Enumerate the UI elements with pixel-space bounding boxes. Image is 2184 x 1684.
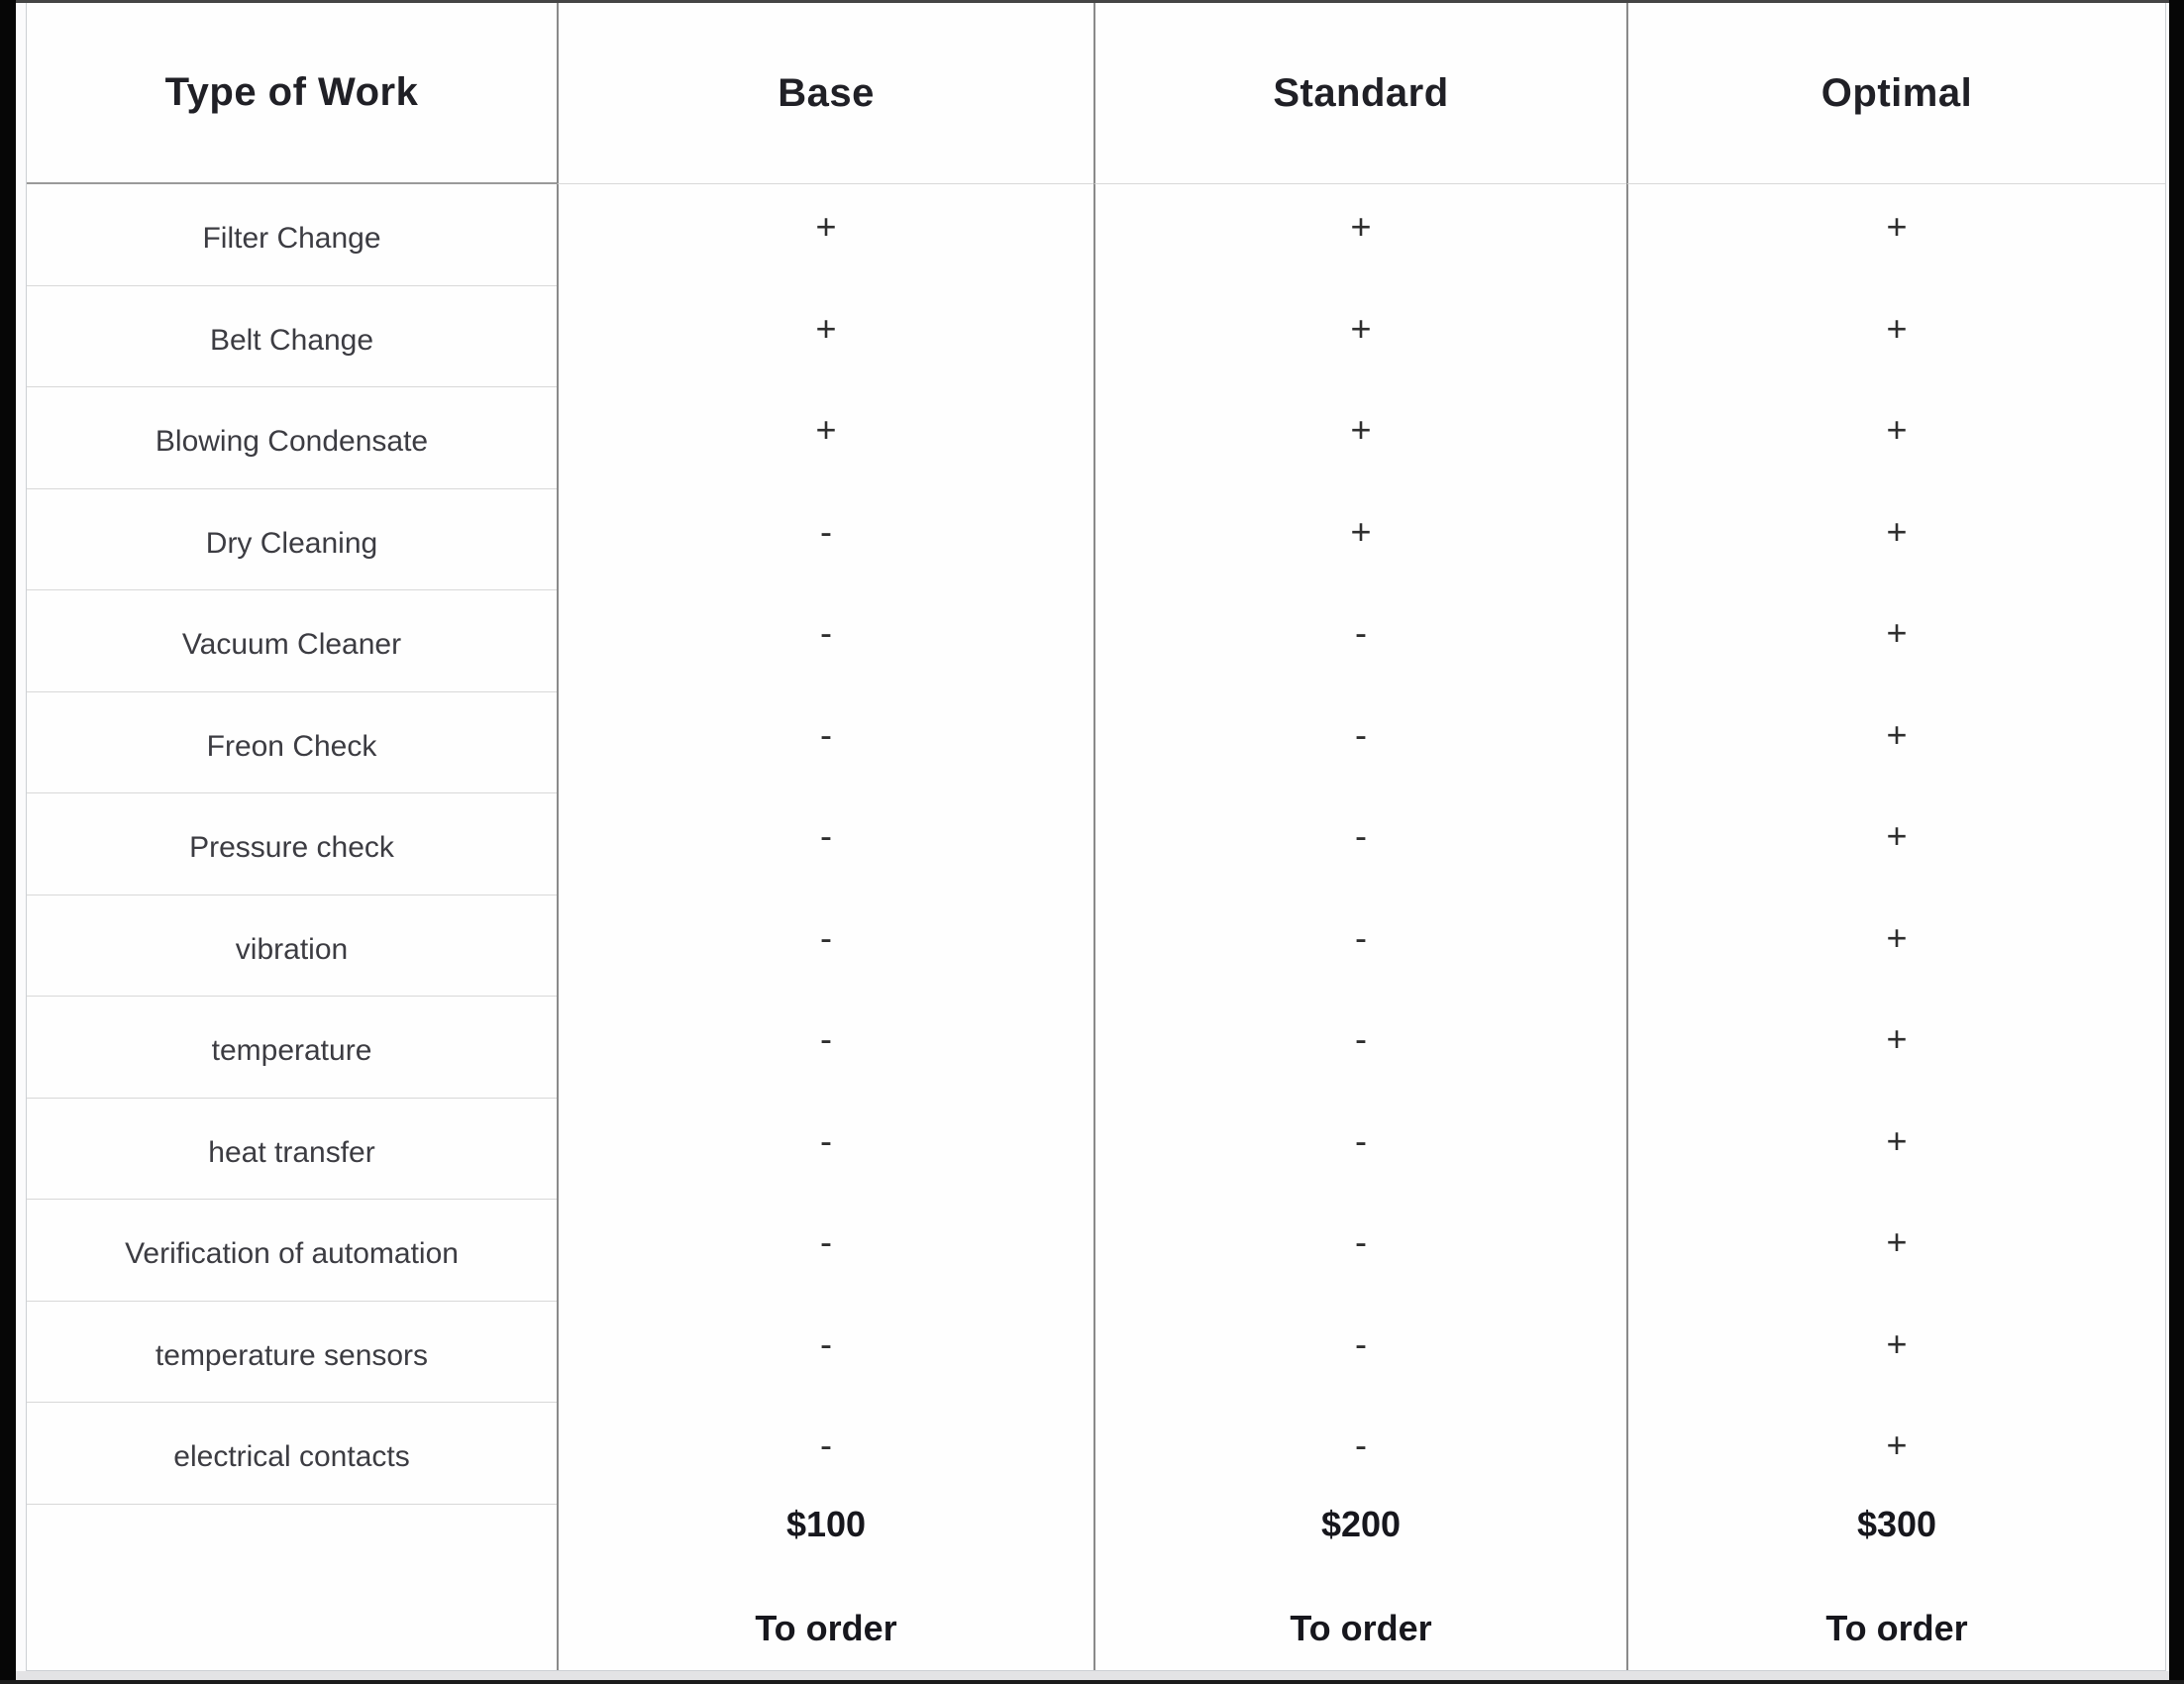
mark: + — [1886, 916, 1908, 958]
header-type-of-work: Type of Work — [27, 3, 557, 184]
mark-cell — [557, 793, 1093, 895]
mark: - — [1355, 815, 1367, 857]
price-base: $100 — [785, 1504, 867, 1544]
mark-cell — [1626, 387, 2165, 489]
mark: + — [1886, 1322, 1908, 1364]
mark: + — [1886, 1424, 1908, 1466]
mark-cell — [1626, 590, 2165, 692]
header-plan-standard: Standard — [1093, 3, 1626, 184]
mark: + — [1886, 713, 1908, 755]
row-label-dry-cleaning: Dry Cleaning — [27, 489, 557, 591]
mark-cell — [557, 1099, 1093, 1201]
mark: + — [1886, 206, 1908, 248]
bottom-dark-bar — [0, 1680, 2184, 1684]
mark: - — [1355, 1424, 1367, 1466]
mark-cell — [1093, 692, 1626, 794]
mark: + — [1886, 1018, 1908, 1060]
footer-empty-cell — [27, 1505, 557, 1671]
plan-footer-optimal — [1626, 1505, 2165, 1671]
mark-cell — [1093, 1099, 1626, 1201]
order-button-optimal[interactable]: To order — [1825, 1608, 1968, 1648]
mark-cell — [1626, 997, 2165, 1099]
mark-cell — [557, 997, 1093, 1099]
mark: - — [820, 1424, 832, 1466]
header-plan-optimal: Optimal — [1626, 3, 2165, 184]
mark-cell — [1093, 1200, 1626, 1302]
mark: - — [1355, 1018, 1367, 1060]
mark: - — [1355, 1119, 1367, 1161]
pricing-table — [26, 3, 2166, 1671]
mark-cell — [1093, 184, 1626, 286]
mark-cell — [1093, 1403, 1626, 1505]
mark-cell — [1626, 793, 2165, 895]
mark: + — [1886, 815, 1908, 857]
mark-cell — [1093, 1302, 1626, 1404]
mark-cell — [1626, 286, 2165, 388]
mark: + — [1886, 510, 1908, 552]
mark: + — [1350, 307, 1372, 349]
mark-cell — [557, 1200, 1093, 1302]
order-button-base[interactable]: To order — [755, 1608, 897, 1648]
mark-cell — [557, 184, 1093, 286]
mark-cell — [557, 1302, 1093, 1404]
mark: - — [820, 510, 832, 552]
mark: - — [820, 1018, 832, 1060]
mark: - — [1355, 713, 1367, 755]
mark: - — [1355, 1221, 1367, 1263]
row-label-temperature-sensors: temperature sensors — [27, 1302, 557, 1404]
mark: - — [820, 1119, 832, 1161]
mark: + — [1886, 409, 1908, 451]
row-label-heat-transfer: heat transfer — [27, 1099, 557, 1201]
mark-cell — [1626, 692, 2165, 794]
mark-cell — [557, 387, 1093, 489]
mark-cell — [557, 489, 1093, 591]
mark: + — [1886, 1119, 1908, 1161]
row-label-freon-check: Freon Check — [27, 692, 557, 794]
mark-cell — [1626, 1302, 2165, 1404]
mark-cell — [557, 692, 1093, 794]
mark: - — [820, 1221, 832, 1263]
row-label-vibration: vibration — [27, 895, 557, 998]
mark: - — [820, 713, 832, 755]
mark-cell — [557, 1403, 1093, 1505]
row-label-blowing-condensate: Blowing Condensate — [27, 387, 557, 489]
mark: + — [815, 206, 837, 248]
mark-cell — [1093, 895, 1626, 998]
mark: - — [1355, 1322, 1367, 1364]
row-label-temperature: temperature — [27, 997, 557, 1099]
mark: + — [1886, 612, 1908, 654]
mark-cell — [557, 286, 1093, 388]
mark-cell — [1093, 590, 1626, 692]
row-label-filter-change: Filter Change — [27, 184, 557, 286]
row-label-pressure-check: Pressure check — [27, 793, 557, 895]
order-button-standard[interactable]: To order — [1290, 1608, 1432, 1648]
mark: + — [1886, 307, 1908, 349]
price-standard: $200 — [1320, 1504, 1402, 1544]
plan-footer-base — [557, 1505, 1093, 1671]
mark: + — [1350, 409, 1372, 451]
mark: + — [815, 409, 837, 451]
mark-cell — [1626, 489, 2165, 591]
mark-cell — [1626, 1200, 2165, 1302]
mark: - — [820, 1322, 832, 1364]
mark: - — [1355, 612, 1367, 654]
bottom-gray-band — [16, 1671, 2169, 1680]
letterbox-left — [0, 0, 16, 1684]
mark: + — [1350, 510, 1372, 552]
plan-footer-standard — [1093, 1505, 1626, 1671]
letterbox-right — [2169, 0, 2184, 1684]
mark-cell — [1626, 184, 2165, 286]
mark-cell — [1626, 895, 2165, 998]
mark-cell — [1626, 1099, 2165, 1201]
mark: - — [820, 612, 832, 654]
mark-cell — [1093, 286, 1626, 388]
mark: + — [1350, 206, 1372, 248]
mark: - — [820, 815, 832, 857]
mark-cell — [1093, 387, 1626, 489]
row-label-electrical-contacts: electrical contacts — [27, 1403, 557, 1505]
mark-cell — [1626, 1403, 2165, 1505]
row-label-verification-of-automation: Verification of automation — [27, 1200, 557, 1302]
price-optimal: $300 — [1856, 1504, 1937, 1544]
row-label-belt-change: Belt Change — [27, 286, 557, 388]
header-plan-base: Base — [557, 3, 1093, 184]
mark-cell — [1093, 489, 1626, 591]
row-label-vacuum-cleaner: Vacuum Cleaner — [27, 590, 557, 692]
mark-cell — [557, 895, 1093, 998]
mark-cell — [1093, 997, 1626, 1099]
mark: - — [820, 916, 832, 958]
mark: + — [815, 307, 837, 349]
mark: + — [1886, 1221, 1908, 1263]
mark-cell — [557, 590, 1093, 692]
mark-cell — [1093, 793, 1626, 895]
mark: - — [1355, 916, 1367, 958]
